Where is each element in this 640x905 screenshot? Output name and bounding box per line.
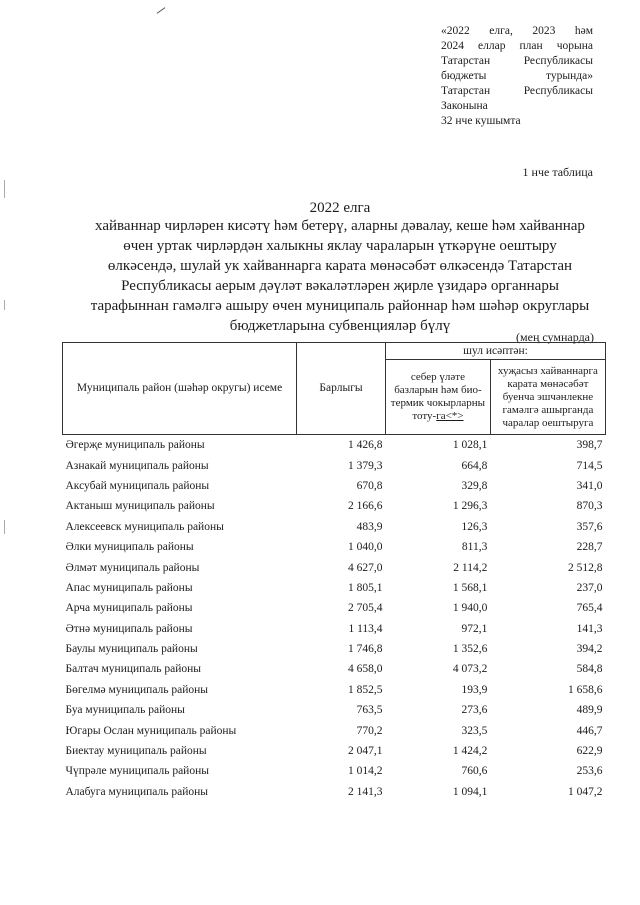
cell-total: 1 805,1 (348, 581, 383, 594)
title-line: Республикасы аерым дәүләт вәкаләтләрен җирле үзидарә органнары (121, 278, 559, 294)
cell-total: 1 040,0 (348, 541, 383, 554)
cell-col-b: 357,6 (576, 520, 603, 533)
cell-col-b: 398,7 (490, 435, 605, 456)
title-line: тарафыннан гамәлгә ашыру өчен муниципаль районнар һәм шәһәр округлары (90, 298, 590, 314)
table-row (63, 741, 606, 761)
cell-col-b: 870,3 (576, 500, 603, 513)
cell-col-a: 1 940,0 (452, 602, 488, 615)
cell-col-a: 193,9 (461, 683, 488, 696)
cell-name: Апас муниципаль районы (65, 581, 193, 594)
table-row (63, 557, 606, 577)
cell-total: 2 166,6 (348, 500, 383, 513)
cell-col-b: 394,2 (576, 643, 603, 656)
cell-col-b: 2 512,8 (568, 561, 603, 574)
cell-col-b: 237,0 (576, 581, 603, 594)
cell-col-a: 1 424,2 (452, 745, 488, 758)
cell-total: 1 426,8 (297, 435, 386, 456)
cell-col-a: 1 094,1 (452, 785, 488, 798)
cell-col-a: 760,6 (461, 765, 488, 778)
cell-col-b: 446,7 (576, 724, 603, 737)
cell-name: Әлки муниципаль районы (65, 541, 194, 554)
table-row (63, 537, 606, 557)
cell-name: Әгерҗе муниципаль районы (63, 435, 297, 456)
cell-total: 1 746,8 (348, 643, 383, 656)
cell-col-b: 1 658,6 (568, 683, 603, 696)
table-row (63, 782, 606, 802)
cell-col-a: 664,8 (461, 459, 488, 472)
cell-col-a: 1 028,1 (386, 435, 491, 456)
reference-line: «2022 елга, 2023 һәм (441, 25, 593, 37)
cell-name: Алабуга муниципаль районы (65, 785, 209, 798)
cell-name: Әтнә муниципаль районы (65, 622, 193, 635)
table-number: 1 нче таблица (522, 165, 593, 179)
footnote-link[interactable]: га<*> (436, 410, 464, 422)
cell-col-a: 273,6 (461, 704, 488, 717)
table-row (63, 517, 606, 537)
cell-name: Азнакай муниципаль районы (65, 459, 209, 472)
table-row (63, 578, 606, 598)
cell-total: 483,9 (356, 520, 383, 533)
cell-total: 2 047,1 (348, 745, 383, 758)
cell-col-b: 584,8 (576, 663, 603, 676)
header-col-a-text: себер үләте базларын һәм био-термик чокырларны тоту- (390, 371, 486, 422)
reference-line: 2024 еллар план чорына (441, 40, 593, 52)
cell-col-b: 1 047,2 (568, 785, 603, 798)
header-including: шул исәптән: (386, 343, 606, 360)
appendix-reference (441, 24, 593, 129)
scan-edge-mark (4, 180, 5, 198)
cell-name: Бөгелмә муниципаль районы (65, 683, 209, 696)
cell-col-a: 4 073,2 (452, 663, 488, 676)
table-row (63, 680, 606, 700)
table-row (63, 700, 606, 720)
header-name: Муниципаль район (шәһәр округы) исеме (63, 343, 297, 435)
cell-total: 4 658,0 (348, 663, 383, 676)
table-row (63, 639, 606, 659)
units-note: (мең сумнарда) (516, 330, 594, 344)
title-line: өчен уртак чирләрдән халыкны яклау чараларын үткәрүне оештыру (123, 238, 557, 254)
table-row (63, 496, 606, 516)
cell-col-a: 329,8 (461, 479, 488, 492)
cell-col-b: 253,6 (576, 765, 603, 778)
title-line: өлкәсендә, шулай ук хайваннарга карата мөнәсәбәт өлкәсендә Татарстан (107, 258, 573, 274)
table-row (63, 435, 606, 456)
reference-line: бюджеты турында» (441, 70, 593, 82)
cell-col-a: 1 568,1 (452, 581, 488, 594)
cell-total: 1 379,3 (348, 459, 383, 472)
header-col-b: хуҗасыз хайваннарга карата мөнәсәбәт буенча эшчәнлекне гамәлгә ашырганда чаралар оештыруга (490, 360, 605, 435)
cell-col-b: 714,5 (576, 459, 603, 472)
title-line: бюджетларына субвенцияләр бүлү (229, 318, 451, 334)
cell-total: 770,2 (356, 724, 383, 737)
cell-col-b: 622,9 (576, 745, 603, 758)
cell-name: Арча муниципаль районы (65, 602, 193, 615)
cell-total: 670,8 (356, 479, 383, 492)
cell-name: Биектау муниципаль районы (65, 745, 207, 758)
reference-line: Татарстан Республикасы (441, 55, 593, 67)
cell-col-b: 228,7 (576, 541, 603, 554)
table-row (63, 761, 606, 781)
cell-name: Балтач муниципаль районы (65, 663, 202, 676)
cell-col-a: 126,3 (461, 520, 488, 533)
cell-name: Әлмәт муниципаль районы (65, 561, 200, 574)
table-row (63, 659, 606, 679)
scan-edge-mark (4, 300, 5, 310)
cell-name: Алексеевск муниципаль районы (65, 520, 224, 533)
table-row (63, 476, 606, 496)
table-row (63, 720, 606, 740)
cell-name: Буа муниципаль районы (65, 704, 185, 717)
pen-mark (157, 7, 166, 14)
table-row (63, 619, 606, 639)
cell-col-a: 972,1 (461, 622, 488, 635)
document-title (62, 216, 618, 336)
cell-total: 1 014,2 (348, 765, 383, 778)
title-year: 2022 елга (309, 200, 371, 216)
cell-total: 1 852,5 (348, 683, 383, 696)
cell-col-b: 341,0 (576, 479, 603, 492)
reference-line: 32 нче кушымта (441, 115, 521, 127)
cell-name: Актаныш муниципаль районы (65, 500, 215, 513)
cell-name: Чүпрәле муниципаль районы (65, 765, 209, 778)
title-line: хайваннар чирләрен кисәтү һәм бетерү, аларны дәвалау, кеше һәм хайваннар (95, 218, 585, 234)
cell-total: 4 627,0 (348, 561, 383, 574)
subsidy-table (62, 342, 606, 802)
cell-total: 2 705,4 (348, 602, 383, 615)
cell-col-a: 2 114,2 (453, 561, 488, 574)
header-total: Барлыгы (297, 343, 386, 435)
scan-edge-mark (4, 520, 5, 534)
cell-name: Аксубай муниципаль районы (65, 479, 210, 492)
cell-col-b: 489,9 (576, 704, 603, 717)
cell-col-b: 141,3 (576, 622, 603, 635)
header-col-a (386, 360, 491, 435)
cell-col-a: 811,3 (461, 541, 488, 554)
cell-name: Югары Ослан муниципаль районы (65, 724, 237, 737)
cell-total: 763,5 (356, 704, 383, 717)
cell-col-a: 323,5 (461, 724, 488, 737)
reference-line: Татарстан Республикасы (441, 85, 593, 97)
cell-col-a: 1 296,3 (452, 500, 488, 513)
table-row (63, 455, 606, 475)
cell-total: 2 141,3 (348, 785, 383, 798)
cell-name: Баулы муниципаль районы (65, 643, 198, 656)
reference-line: Законына (441, 100, 488, 112)
cell-col-a: 1 352,6 (452, 643, 488, 656)
table-row (63, 598, 606, 618)
cell-total: 1 113,4 (348, 622, 383, 635)
cell-col-b: 765,4 (576, 602, 603, 615)
